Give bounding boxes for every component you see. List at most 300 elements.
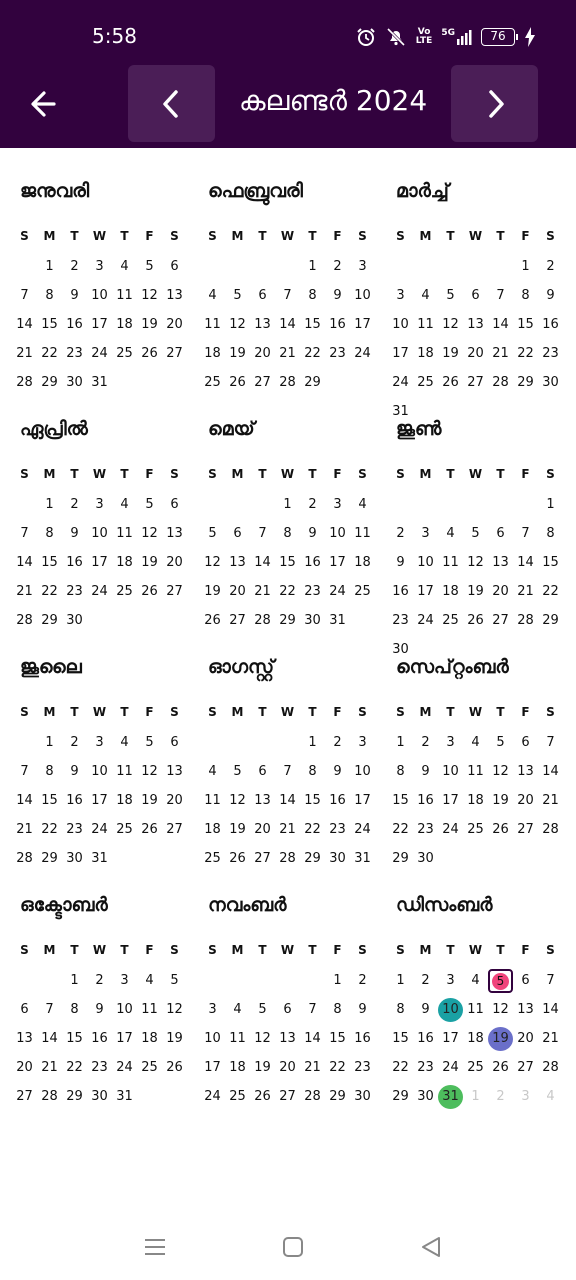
day-cell[interactable]: 13: [517, 764, 534, 779]
day-cell[interactable]: 27: [166, 346, 183, 361]
day-cell[interactable]: 14: [16, 555, 33, 570]
day-cell[interactable]: 17: [354, 793, 371, 808]
day-cell[interactable]: 24: [91, 584, 108, 599]
day-cell[interactable]: 23: [542, 346, 559, 361]
day-cell[interactable]: 8: [70, 1002, 79, 1017]
day-cell[interactable]: 3: [358, 259, 367, 274]
day-cell[interactable]: 19: [442, 346, 459, 361]
day-cell[interactable]: 29: [392, 851, 409, 866]
day-cell[interactable]: 20: [467, 346, 484, 361]
day-cell[interactable]: 2: [546, 259, 555, 274]
day-cell[interactable]: 18: [442, 584, 459, 599]
home-square-icon[interactable]: [278, 1232, 308, 1262]
day-cell[interactable]: 26: [204, 613, 221, 628]
day-cell[interactable]: 6: [258, 288, 267, 303]
day-cell[interactable]: 20: [254, 346, 271, 361]
day-cell[interactable]: 18: [116, 317, 133, 332]
day-cell[interactable]: 23: [66, 346, 83, 361]
day-cell[interactable]: 31: [329, 613, 346, 628]
day-cell[interactable]: 21: [542, 1031, 559, 1046]
day-cell[interactable]: 16: [66, 793, 83, 808]
day-cell[interactable]: 29: [41, 613, 58, 628]
day-cell[interactable]: 29: [542, 613, 559, 628]
day-cell[interactable]: 27: [166, 822, 183, 837]
day-cell[interactable]: 16: [417, 793, 434, 808]
day-cell[interactable]: 9: [358, 1002, 367, 1017]
day-cell[interactable]: 13: [166, 764, 183, 779]
day-cell[interactable]: 14: [542, 764, 559, 779]
day-cell[interactable]: 25: [116, 822, 133, 837]
day-cell[interactable]: 31: [354, 851, 371, 866]
day-cell[interactable]: 8: [308, 764, 317, 779]
day-cell[interactable]: 9: [333, 764, 342, 779]
day-cell[interactable]: 8: [283, 526, 292, 541]
day-cell[interactable]: 3: [95, 735, 104, 750]
day-cell[interactable]: 21: [16, 822, 33, 837]
day-cell[interactable]: 8: [333, 1002, 342, 1017]
day-cell[interactable]: 24: [116, 1060, 133, 1075]
day-cell[interactable]: 13: [166, 526, 183, 541]
day-cell[interactable]: 4: [120, 735, 129, 750]
day-cell[interactable]: 20: [254, 822, 271, 837]
day-cell[interactable]: 6: [170, 259, 179, 274]
day-cell[interactable]: 1: [308, 735, 317, 750]
day-cell[interactable]: 19: [204, 584, 221, 599]
day-cell[interactable]: 25: [141, 1060, 158, 1075]
day-cell[interactable]: 4: [471, 973, 480, 988]
day-cell[interactable]: 22: [41, 584, 58, 599]
day-cell[interactable]: 28: [517, 613, 534, 628]
day-cell[interactable]: 2: [70, 259, 79, 274]
day-cell[interactable]: 26: [141, 584, 158, 599]
day-cell[interactable]: 3: [333, 497, 342, 512]
day-cell[interactable]: 18: [116, 793, 133, 808]
day-cell[interactable]: 29: [41, 851, 58, 866]
day-cell[interactable]: 5: [471, 526, 480, 541]
day-cell[interactable]: 19: [141, 793, 158, 808]
day-cell[interactable]: 6: [170, 497, 179, 512]
day-cell[interactable]: 30: [392, 642, 409, 657]
day-cell[interactable]: 12: [166, 1002, 183, 1017]
day-cell[interactable]: 30: [417, 851, 434, 866]
day-cell[interactable]: 13: [16, 1031, 33, 1046]
day-cell[interactable]: 17: [354, 317, 371, 332]
day-cell[interactable]: 8: [45, 764, 54, 779]
day-cell[interactable]: 24: [354, 822, 371, 837]
day-cell[interactable]: 6: [283, 1002, 292, 1017]
day-cell[interactable]: 20: [229, 584, 246, 599]
day-cell[interactable]: 28: [279, 375, 296, 390]
day-cell[interactable]: 27: [229, 613, 246, 628]
day-cell[interactable]: 31: [116, 1089, 133, 1104]
day-cell[interactable]: 16: [354, 1031, 371, 1046]
day-cell[interactable]: 7: [20, 764, 29, 779]
day-cell[interactable]: 15: [279, 555, 296, 570]
day-cell[interactable]: 7: [308, 1002, 317, 1017]
day-cell[interactable]: 7: [45, 1002, 54, 1017]
day-cell[interactable]: 18: [116, 555, 133, 570]
day-cell[interactable]: 8: [45, 526, 54, 541]
day-cell[interactable]: 9: [70, 764, 79, 779]
day-cell[interactable]: 7: [496, 288, 505, 303]
day-cell[interactable]: 10: [91, 288, 108, 303]
day-cell[interactable]: 6: [20, 1002, 29, 1017]
day-cell[interactable]: 23: [91, 1060, 108, 1075]
day-cell[interactable]: 15: [304, 317, 321, 332]
day-cell[interactable]: 19: [229, 346, 246, 361]
day-cell[interactable]: 29: [517, 375, 534, 390]
day-cell[interactable]: 25: [467, 822, 484, 837]
day-cell[interactable]: 1: [45, 497, 54, 512]
day-cell[interactable]: 21: [517, 584, 534, 599]
day-cell[interactable]: 4: [120, 259, 129, 274]
day-cell[interactable]: 27: [254, 851, 271, 866]
day-cell[interactable]: 20: [166, 793, 183, 808]
day-cell[interactable]: 28: [41, 1089, 58, 1104]
day-cell[interactable]: 14: [41, 1031, 58, 1046]
day-cell[interactable]: 25: [204, 851, 221, 866]
day-cell[interactable]: 2: [308, 497, 317, 512]
day-cell[interactable]: 21: [279, 822, 296, 837]
day-cell[interactable]: 16: [329, 793, 346, 808]
day-cell[interactable]: 12: [467, 555, 484, 570]
day-cell[interactable]: 17: [91, 793, 108, 808]
day-cell[interactable]: 6: [471, 288, 480, 303]
day-cell[interactable]: 1: [396, 735, 405, 750]
day-cell[interactable]: 27: [166, 584, 183, 599]
day-cell[interactable]: 25: [417, 375, 434, 390]
day-cell[interactable]: 2: [358, 973, 367, 988]
day-cell[interactable]: 28: [492, 375, 509, 390]
day-cell[interactable]: 28: [542, 822, 559, 837]
day-cell[interactable]: 31: [91, 375, 108, 390]
day-cell[interactable]: 11: [467, 1002, 484, 1017]
day-cell[interactable]: 12: [254, 1031, 271, 1046]
day-cell[interactable]: 30: [542, 375, 559, 390]
day-cell[interactable]: 30: [329, 851, 346, 866]
day-cell[interactable]: 29: [41, 375, 58, 390]
day-cell[interactable]: 13: [492, 555, 509, 570]
day-cell[interactable]: 18: [354, 555, 371, 570]
day-cell[interactable]: 7: [20, 526, 29, 541]
day-cell[interactable]: 20: [279, 1060, 296, 1075]
day-cell[interactable]: 11: [229, 1031, 246, 1046]
day-cell[interactable]: 6: [258, 764, 267, 779]
day-cell[interactable]: 17: [329, 555, 346, 570]
day-cell[interactable]: 5: [145, 735, 154, 750]
day-cell[interactable]: 28: [16, 375, 33, 390]
day-cell[interactable]: 2: [70, 735, 79, 750]
day-cell[interactable]: 26: [492, 822, 509, 837]
day-cell[interactable]: 24: [417, 613, 434, 628]
day-cell[interactable]: 1: [283, 497, 292, 512]
day-cell[interactable]: 18: [467, 793, 484, 808]
day-cell[interactable]: 18: [417, 346, 434, 361]
day-cell[interactable]: 25: [116, 346, 133, 361]
day-cell[interactable]: 14: [279, 317, 296, 332]
day-cell[interactable]: 21: [304, 1060, 321, 1075]
day-cell[interactable]: 1: [546, 497, 555, 512]
day-cell[interactable]: 29: [304, 375, 321, 390]
day-cell[interactable]: 13: [254, 317, 271, 332]
event-day-cell[interactable]: 19: [488, 1027, 513, 1051]
day-cell[interactable]: 24: [442, 822, 459, 837]
day-cell[interactable]: 9: [421, 1002, 430, 1017]
day-cell[interactable]: 13: [166, 288, 183, 303]
day-cell[interactable]: 14: [16, 793, 33, 808]
day-cell[interactable]: 19: [166, 1031, 183, 1046]
day-cell[interactable]: 15: [392, 793, 409, 808]
day-cell[interactable]: 22: [279, 584, 296, 599]
event-day-cell[interactable]: 31: [438, 1085, 463, 1109]
day-cell[interactable]: 19: [467, 584, 484, 599]
day-cell[interactable]: 26: [229, 375, 246, 390]
day-cell[interactable]: 22: [517, 346, 534, 361]
day-cell[interactable]: 4: [358, 497, 367, 512]
day-cell[interactable]: 22: [392, 822, 409, 837]
day-cell[interactable]: 11: [467, 764, 484, 779]
day-cell[interactable]: 14: [279, 793, 296, 808]
day-cell[interactable]: 4: [233, 1002, 242, 1017]
day-cell[interactable]: 21: [492, 346, 509, 361]
day-cell[interactable]: 16: [417, 1031, 434, 1046]
day-cell[interactable]: 22: [329, 1060, 346, 1075]
day-cell[interactable]: 8: [45, 288, 54, 303]
day-cell[interactable]: 25: [354, 584, 371, 599]
day-cell[interactable]: 31: [392, 404, 409, 419]
day-cell[interactable]: 5: [208, 526, 217, 541]
day-cell[interactable]: 1: [521, 259, 530, 274]
day-cell[interactable]: 2: [333, 259, 342, 274]
day-cell[interactable]: 23: [66, 584, 83, 599]
day-cell[interactable]: 14: [542, 1002, 559, 1017]
day-cell[interactable]: 15: [304, 793, 321, 808]
day-cell[interactable]: 1: [70, 973, 79, 988]
day-cell[interactable]: 12: [442, 317, 459, 332]
day-cell[interactable]: 27: [492, 613, 509, 628]
previous-year-button[interactable]: [128, 65, 215, 142]
day-cell[interactable]: 19: [254, 1060, 271, 1075]
day-cell[interactable]: 22: [392, 1060, 409, 1075]
day-cell[interactable]: 16: [66, 555, 83, 570]
day-cell[interactable]: 10: [91, 764, 108, 779]
day-cell[interactable]: 25: [467, 1060, 484, 1075]
day-cell[interactable]: 10: [91, 526, 108, 541]
day-cell[interactable]: 7: [20, 288, 29, 303]
day-cell[interactable]: 2: [396, 526, 405, 541]
day-cell[interactable]: 25: [229, 1089, 246, 1104]
day-cell[interactable]: 11: [204, 793, 221, 808]
day-cell[interactable]: 12: [229, 317, 246, 332]
day-cell[interactable]: 27: [16, 1089, 33, 1104]
day-cell[interactable]: 15: [517, 317, 534, 332]
day-cell[interactable]: 21: [16, 584, 33, 599]
day-cell[interactable]: 13: [254, 793, 271, 808]
day-cell[interactable]: 17: [116, 1031, 133, 1046]
day-cell[interactable]: 14: [492, 317, 509, 332]
day-cell[interactable]: 28: [254, 613, 271, 628]
day-cell[interactable]: 10: [392, 317, 409, 332]
day-cell[interactable]: 22: [304, 346, 321, 361]
day-cell[interactable]: 4: [421, 288, 430, 303]
day-cell[interactable]: 8: [546, 526, 555, 541]
day-cell[interactable]: 29: [304, 851, 321, 866]
day-cell[interactable]: 15: [392, 1031, 409, 1046]
day-cell[interactable]: 9: [95, 1002, 104, 1017]
day-cell[interactable]: 14: [517, 555, 534, 570]
menu-icon[interactable]: [140, 1232, 170, 1262]
day-cell[interactable]: 26: [254, 1089, 271, 1104]
day-cell[interactable]: 20: [166, 555, 183, 570]
day-cell[interactable]: 24: [329, 584, 346, 599]
day-cell[interactable]: 7: [521, 526, 530, 541]
day-cell[interactable]: 7: [546, 735, 555, 750]
day-cell[interactable]: 9: [546, 288, 555, 303]
day-cell[interactable]: 2: [70, 497, 79, 512]
day-cell[interactable]: 10: [417, 555, 434, 570]
day-cell[interactable]: 5: [145, 497, 154, 512]
day-cell[interactable]: 3: [95, 259, 104, 274]
event-day-cell[interactable]: 10: [438, 998, 463, 1022]
day-cell[interactable]: 12: [204, 555, 221, 570]
day-cell[interactable]: 6: [496, 526, 505, 541]
day-cell[interactable]: 19: [492, 793, 509, 808]
day-cell[interactable]: 14: [16, 317, 33, 332]
day-cell[interactable]: 3: [396, 288, 405, 303]
day-cell[interactable]: 11: [417, 317, 434, 332]
day-cell[interactable]: 13: [467, 317, 484, 332]
day-cell[interactable]: 11: [116, 288, 133, 303]
day-cell[interactable]: 8: [396, 764, 405, 779]
day-cell[interactable]: 25: [442, 613, 459, 628]
day-cell[interactable]: 14: [254, 555, 271, 570]
day-cell[interactable]: 26: [141, 346, 158, 361]
back-triangle-icon[interactable]: [416, 1232, 446, 1262]
day-cell[interactable]: 17: [91, 317, 108, 332]
day-cell[interactable]: 21: [279, 346, 296, 361]
day-cell[interactable]: 23: [66, 822, 83, 837]
day-cell[interactable]: 22: [66, 1060, 83, 1075]
day-cell[interactable]: 28: [304, 1089, 321, 1104]
day-cell[interactable]: 22: [41, 346, 58, 361]
day-cell[interactable]: 4: [471, 735, 480, 750]
day-cell[interactable]: 23: [329, 822, 346, 837]
day-cell[interactable]: 18: [467, 1031, 484, 1046]
day-cell[interactable]: 8: [396, 1002, 405, 1017]
day-cell[interactable]: 5: [233, 764, 242, 779]
day-cell[interactable]: 21: [542, 793, 559, 808]
day-cell[interactable]: 26: [141, 822, 158, 837]
day-cell[interactable]: 28: [542, 1060, 559, 1075]
day-cell[interactable]: 8: [521, 288, 530, 303]
day-cell[interactable]: 15: [41, 793, 58, 808]
day-cell[interactable]: 9: [421, 764, 430, 779]
day-cell[interactable]: 1: [308, 259, 317, 274]
day-cell[interactable]: 19: [229, 822, 246, 837]
day-cell[interactable]: 21: [41, 1060, 58, 1075]
day-cell[interactable]: 2: [421, 973, 430, 988]
day-cell[interactable]: 30: [91, 1089, 108, 1104]
day-cell[interactable]: 29: [279, 613, 296, 628]
day-cell[interactable]: 17: [91, 555, 108, 570]
day-cell[interactable]: 23: [329, 346, 346, 361]
day-cell[interactable]: 27: [279, 1089, 296, 1104]
day-cell[interactable]: 24: [91, 822, 108, 837]
day-cell[interactable]: 7: [258, 526, 267, 541]
day-cell[interactable]: 11: [354, 526, 371, 541]
day-cell[interactable]: 2: [421, 735, 430, 750]
day-cell[interactable]: 22: [41, 822, 58, 837]
day-cell[interactable]: 23: [417, 1060, 434, 1075]
day-cell[interactable]: 7: [283, 764, 292, 779]
day-cell[interactable]: 24: [204, 1089, 221, 1104]
day-cell[interactable]: 17: [442, 1031, 459, 1046]
day-cell[interactable]: 27: [254, 375, 271, 390]
day-cell[interactable]: 6: [233, 526, 242, 541]
day-cell[interactable]: 5: [170, 973, 179, 988]
day-cell[interactable]: 20: [166, 317, 183, 332]
day-cell[interactable]: 23: [392, 613, 409, 628]
day-cell[interactable]: 16: [304, 555, 321, 570]
day-cell[interactable]: 24: [91, 346, 108, 361]
day-cell[interactable]: 12: [229, 793, 246, 808]
day-cell[interactable]: 15: [542, 555, 559, 570]
day-cell[interactable]: 16: [392, 584, 409, 599]
day-cell[interactable]: 20: [492, 584, 509, 599]
day-cell[interactable]: 27: [517, 1060, 534, 1075]
day-cell[interactable]: 22: [304, 822, 321, 837]
day-cell[interactable]: 5: [446, 288, 455, 303]
next-year-button[interactable]: [451, 65, 538, 142]
day-cell[interactable]: 6: [521, 735, 530, 750]
day-cell[interactable]: 13: [229, 555, 246, 570]
day-cell[interactable]: 4: [145, 973, 154, 988]
day-cell[interactable]: 25: [116, 584, 133, 599]
day-cell[interactable]: 10: [116, 1002, 133, 1017]
day-cell[interactable]: 1: [333, 973, 342, 988]
day-cell[interactable]: 18: [229, 1060, 246, 1075]
day-cell[interactable]: 16: [542, 317, 559, 332]
day-cell[interactable]: 9: [308, 526, 317, 541]
day-cell[interactable]: 7: [283, 288, 292, 303]
day-cell[interactable]: 6: [170, 735, 179, 750]
day-cell[interactable]: 6: [521, 973, 530, 988]
day-cell[interactable]: 1: [45, 259, 54, 274]
day-cell[interactable]: 4: [446, 526, 455, 541]
day-cell[interactable]: 21: [16, 346, 33, 361]
day-cell[interactable]: 4: [120, 497, 129, 512]
day-cell[interactable]: 3: [421, 526, 430, 541]
day-cell[interactable]: 9: [70, 288, 79, 303]
day-cell[interactable]: 10: [354, 764, 371, 779]
day-cell[interactable]: 18: [204, 346, 221, 361]
day-cell[interactable]: 3: [120, 973, 129, 988]
day-cell[interactable]: 2: [95, 973, 104, 988]
day-cell[interactable]: 19: [141, 317, 158, 332]
day-cell[interactable]: 30: [66, 375, 83, 390]
day-cell[interactable]: 10: [354, 288, 371, 303]
day-cell[interactable]: 15: [66, 1031, 83, 1046]
day-cell[interactable]: 15: [329, 1031, 346, 1046]
day-cell[interactable]: 26: [166, 1060, 183, 1075]
day-cell[interactable]: 24: [442, 1060, 459, 1075]
day-cell[interactable]: 5: [496, 735, 505, 750]
day-cell[interactable]: 10: [204, 1031, 221, 1046]
day-cell[interactable]: 30: [66, 851, 83, 866]
day-cell[interactable]: 28: [279, 851, 296, 866]
day-cell[interactable]: 17: [392, 346, 409, 361]
day-cell[interactable]: 22: [542, 584, 559, 599]
